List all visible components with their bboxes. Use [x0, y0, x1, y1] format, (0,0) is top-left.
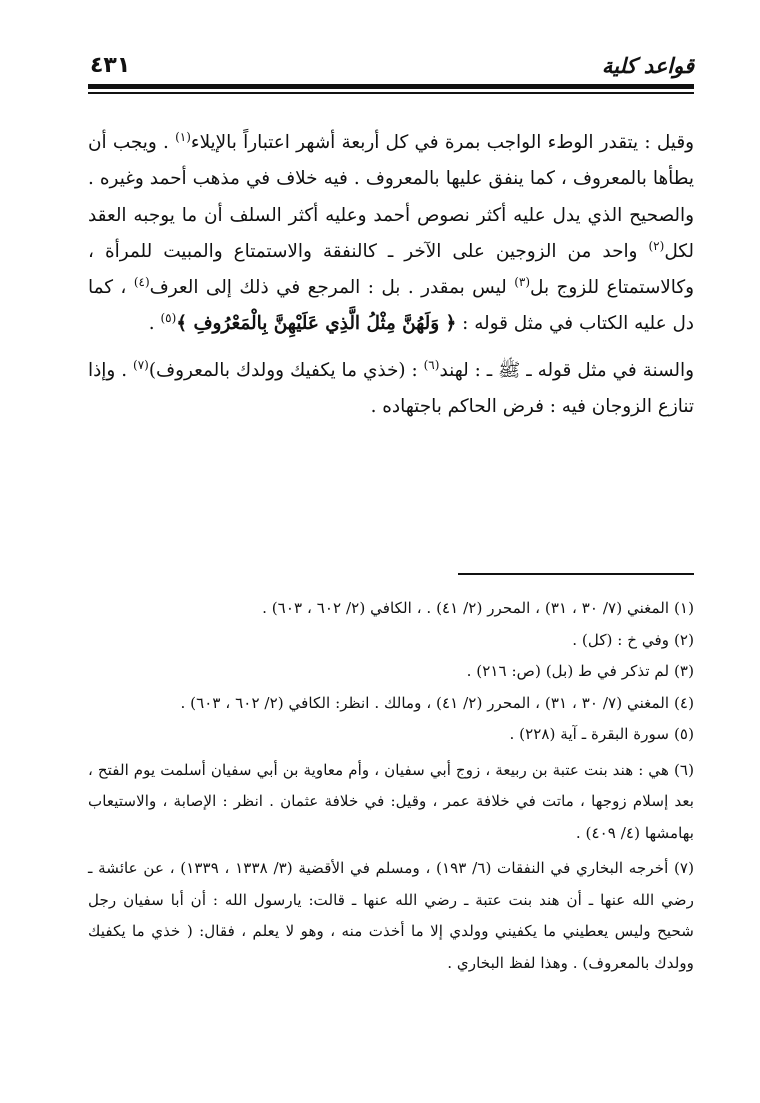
footnote-separator — [458, 573, 694, 575]
footnote-marker-5: (٥) — [160, 311, 177, 326]
footnote-3: (٣) لم تذكر في ط (بل) (ص: ٢١٦) . — [466, 662, 694, 680]
text-run: ، كما دل عليه الكتاب في مثل قوله : — [88, 277, 694, 335]
header-rule-thick — [88, 84, 694, 89]
footnote-marker-1: (١) — [175, 129, 191, 144]
text-run: . ويجب أن يطأها بالمعروف ، كما ينفق عليها بالمعروف . فيه خلاف في مذهب أحمد وغيره . والصحيح الذي يدل عليه أكثر نصوص أحمد وعليه أكثر السلف أن ما يوجبه العقد لكل — [88, 132, 694, 262]
main-text — [88, 125, 694, 425]
paragraph-2 — [88, 353, 694, 426]
footnote-marker-7: (٧) — [133, 357, 149, 372]
paragraph-1 — [88, 125, 694, 343]
page-header — [88, 52, 694, 82]
text-run: والسنة في مثل قوله ـ ﷺ ـ : لهند — [439, 359, 695, 381]
text-run: . وإذا تنازع الزوجان فيه : فرض الحاكم باجتهاده . — [88, 359, 694, 418]
text-run: واحد من الزوجين على الآخر ـ كالنفقة والاستمتاع والمبيت للمرأة ، وكالاستمتاع للزوج بل — [88, 240, 694, 299]
page-number: ٤٣١ — [90, 53, 131, 78]
footnote-4: (٤) المغني (٧/ ٣٠ ، ٣١) ، المحرر (٢/ ٤١) ، ومالك . انظر: الكافي (٢/ ٦٠٢ ، ٦٠٣) . — [180, 693, 694, 712]
running-title: قواعد كلية — [601, 54, 694, 78]
footnote-marker-6: (٦) — [423, 357, 440, 372]
footnote-marker-2: (٢) — [648, 238, 665, 253]
footnote-2: (٢) وفي خ : (كل) . — [572, 630, 694, 649]
footnote-5: (٥) سورة البقرة ـ آية (٢٢٨) . — [509, 725, 694, 743]
footnote-marker-4: (٤) — [133, 275, 150, 290]
footnote-1: (١) المغني (٧/ ٣٠ ، ٣١) ، المحرر (٢/ ٤١) . ، الكافي (٢/ ٦٠٢ ، ٦٠٣) . — [262, 599, 694, 617]
footnote-marker-3: (٣) — [514, 275, 531, 290]
header-rule-thin — [88, 92, 694, 94]
footnotes — [88, 593, 694, 979]
text-run: ليس بمقدر . بل : المرجع في ذلك إلى العرف — [149, 277, 515, 299]
quran-verse: ﴿ وَلَهُنَّ مِثْلُ الَّذِي عَلَيْهِنَّ بِالْمَعْرُوفِ ﴾ — [176, 313, 457, 335]
footnote-7: (٧) أخرجه البخاري في النفقات (٦/ ١٩٣) ، ومسلم في الأقضية (٣/ ١٣٣٨ ، ١٣٣٩) ، عن عائشة ـ رضي الله عنها ـ أن هند بنت عتبة ـ رضي الله عنها ـ قالت: يارسول الله : أن أبا سفيان رجل شحيح وليس يعطيني ما يكفيني وولدي إلا ما أخذت منه ، وهو لا يعلم ، فقال: ( خذي ما يكفيك وولدك بالمعروف) . وهذا لفظ البخاري . — [88, 859, 695, 972]
text-run: . — [148, 313, 161, 335]
text-run: : (خذي ما يكفيك وولدك بالمعروف) — [148, 359, 424, 381]
text-run: وقيل : يتقدر الوطء الواجب بمرة في كل أربعة أشهر اعتباراً بالإيلاء — [190, 132, 694, 153]
footnote-6: (٦) هي : هند بنت عتبة بن ربيعة ، زوج أبي سفيان ، وأم معاوية بن أبي سفيان أسلمت يوم الفتح ، بعد إسلام زوجها ، ماتت في خلافة عمر ، وقيل: في خلافة عثمان . انظر : الإصابة ، والاستيعاب بهامشها (٤/ ٤٠٩) . — [88, 760, 694, 842]
